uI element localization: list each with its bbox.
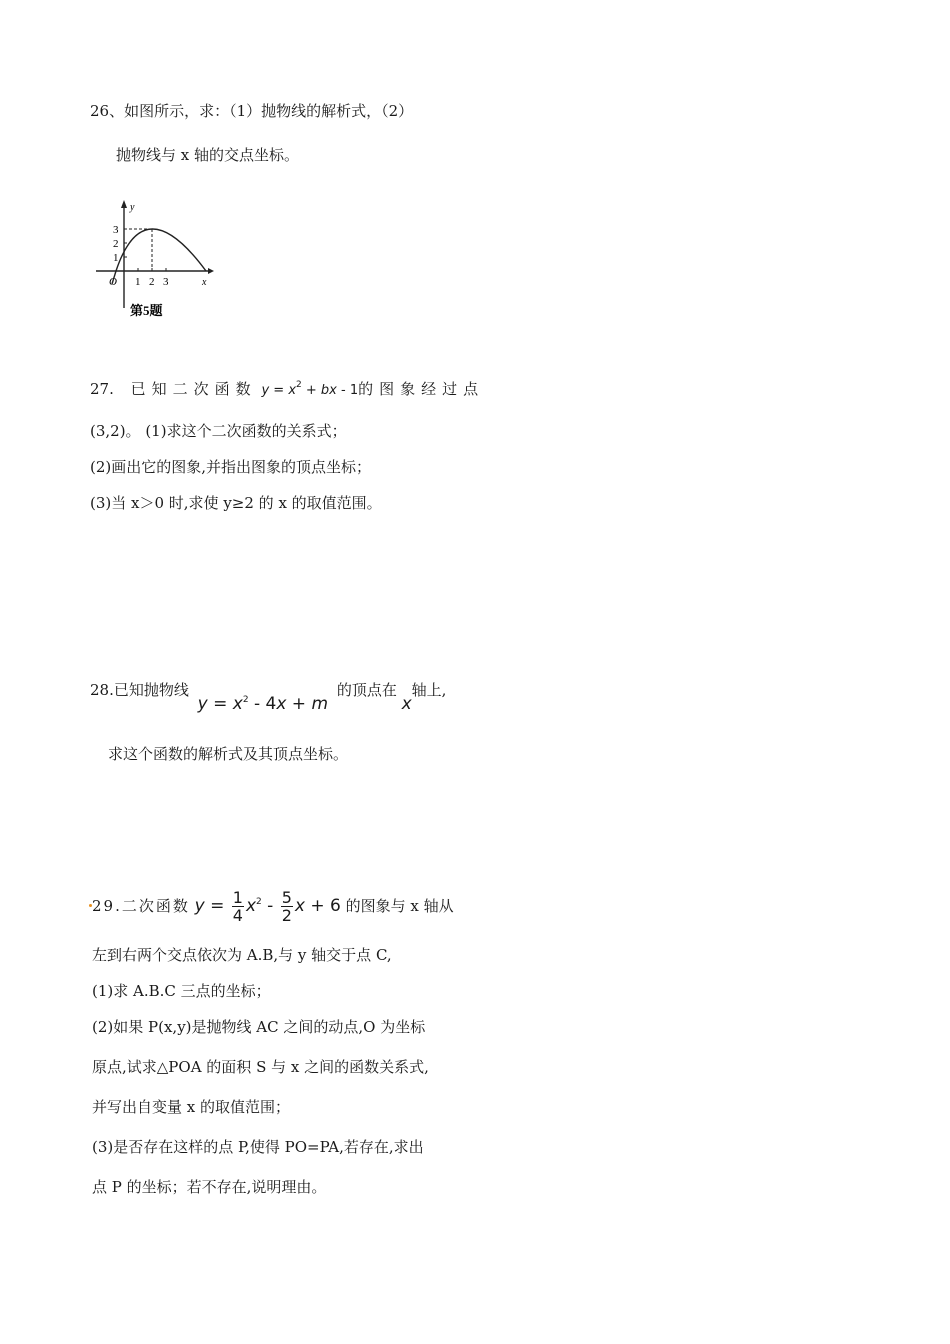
y-tick-1: 1 <box>113 252 119 264</box>
q27-text-b: 的图象经过点 <box>358 380 485 398</box>
q29-formula: y = $\frac{1}{4}$ $x^2$ - $\frac{5}{2}$ x + 6 <box>194 887 341 925</box>
q27-line2: (3,2)。 (1)求这个二次函数的关系式； <box>90 422 347 440</box>
q29-text-a: 29.二次函数 <box>92 897 190 915</box>
q29-line8: 点 P 的坐标；若不存在,说明理由。 <box>92 1178 327 1196</box>
y-axis-arrow <box>121 200 127 208</box>
q27-line4: (3)当 x＞0 时,求使 y≥2 的 x 的取值范围。 <box>90 494 382 512</box>
x-axis-arrow <box>208 268 214 274</box>
q28-formula: $y = x^2 - 4x + m$ <box>197 694 329 714</box>
y-tick-3: 3 <box>113 224 119 236</box>
x-tick-2: 2 <box>149 276 155 288</box>
x-tick-1: 1 <box>135 276 141 288</box>
q28-line2: 求这个函数的解析式及其顶点坐标。 <box>108 745 349 763</box>
x-tick-3: 3 <box>163 276 169 288</box>
q28-text-b: 的顶点在 <box>336 681 397 699</box>
q26-line2: 抛物线与 x 轴的交点坐标。 <box>116 146 299 164</box>
q27-formula: $y = x^2$ + bx - 1 <box>261 380 359 398</box>
q28-text-a: 28.已知抛物线 <box>90 681 189 699</box>
q28-axis-var: x <box>401 694 412 714</box>
origin-label: O <box>109 276 117 288</box>
q29-line5: 原点,试求△POA 的面积 S 与 x 之间的函数关系式, <box>92 1058 429 1076</box>
q29-line6: 并写出自变量 x 的取值范围； <box>92 1098 290 1116</box>
y-tick-2: 2 <box>113 238 119 250</box>
y-axis-label: y <box>130 202 135 213</box>
q26-line1: 26、如图所示，求：（1）抛物线的解析式，（2） <box>90 102 414 120</box>
q29-line1 <box>92 884 454 924</box>
q29-line4: (2)如果 P(x,y)是抛物线 AC 之间的动点,O 为坐标 <box>92 1018 426 1036</box>
q26-parabola-figure <box>92 196 232 326</box>
q29-line2: 左到右两个交点依次为 A.B,与 y 轴交于点 C, <box>92 946 392 964</box>
parabola-curve <box>116 229 206 271</box>
figure-caption: 第5题 <box>130 303 163 318</box>
q27-text-a: 已知二次函数 <box>130 380 257 398</box>
q29-line3: (1)求 A.B.C 三点的坐标； <box>92 982 271 1000</box>
q27-number: 27. <box>90 380 114 398</box>
q28-line1 <box>90 680 447 714</box>
q27-line3: (2)画出它的图象,并指出图象的顶点坐标； <box>90 458 372 476</box>
x-axis-label: x <box>202 277 207 288</box>
q29-text-b: 的图象与 x 轴从 <box>345 897 454 915</box>
q27-line1 <box>90 375 484 401</box>
q28-text-c: 轴上, <box>411 681 447 699</box>
q29-line7: (3)是否存在这样的点 P,使得 PO=PA,若存在,求出 <box>92 1138 424 1156</box>
